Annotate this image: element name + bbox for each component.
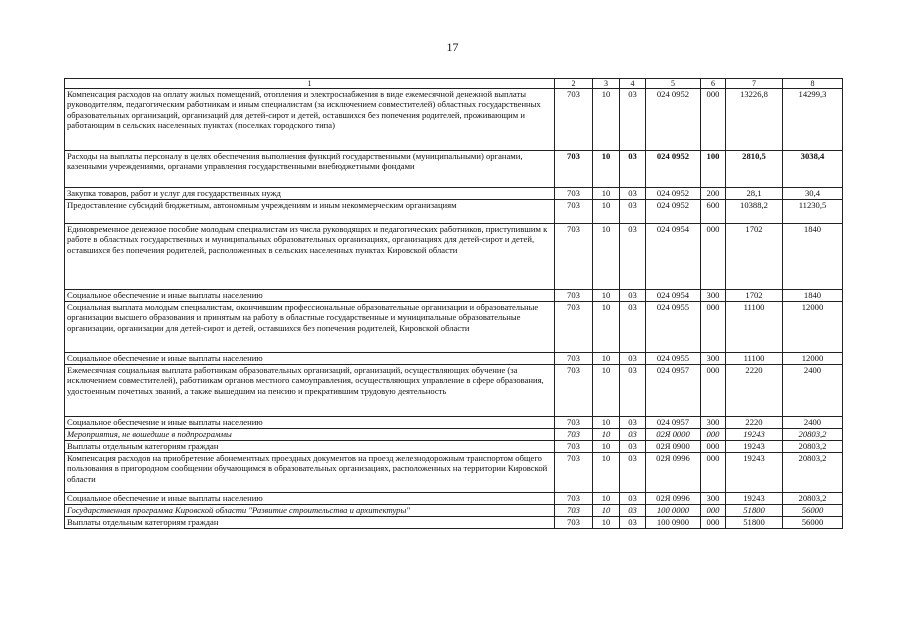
code-expense-type: 000 <box>701 441 726 453</box>
column-header: 1 <box>65 79 555 89</box>
row-description: Предоставление субсидий бюджетным, автономным учреждениям и иным некоммерческим организациям <box>65 200 555 224</box>
amount-year-1: 10388,2 <box>726 200 783 224</box>
code-ministry: 703 <box>555 505 593 517</box>
table-row <box>65 453 843 493</box>
amount-year-2: 12000 <box>783 353 843 365</box>
code-section: 10 <box>593 517 620 529</box>
code-section: 10 <box>593 505 620 517</box>
code-ministry: 703 <box>555 224 593 290</box>
amount-year-2: 2400 <box>783 365 843 417</box>
row-description: Социальное обеспечение и иные выплаты населению <box>65 493 555 505</box>
code-section: 10 <box>593 224 620 290</box>
code-expense-type: 000 <box>701 429 726 441</box>
amount-year-1: 51800 <box>726 505 783 517</box>
table-row <box>65 441 843 453</box>
code-ministry: 703 <box>555 89 593 151</box>
code-target-article: 024 0952 <box>646 89 701 151</box>
code-section: 10 <box>593 151 620 188</box>
code-section: 10 <box>593 441 620 453</box>
amount-year-2: 11230,5 <box>783 200 843 224</box>
code-ministry: 703 <box>555 365 593 417</box>
code-subsection: 03 <box>620 493 646 505</box>
table-row <box>65 353 843 365</box>
table-row <box>65 365 843 417</box>
code-subsection: 03 <box>620 151 646 188</box>
code-subsection: 03 <box>620 224 646 290</box>
code-subsection: 03 <box>620 188 646 200</box>
amount-year-1: 2810,5 <box>726 151 783 188</box>
code-ministry: 703 <box>555 200 593 224</box>
code-target-article: 02Я 0996 <box>646 493 701 505</box>
code-section: 10 <box>593 200 620 224</box>
code-expense-type: 000 <box>701 224 726 290</box>
header-row <box>65 79 843 89</box>
code-target-article: 02Я 0000 <box>646 429 701 441</box>
amount-year-1: 13226,8 <box>726 89 783 151</box>
code-expense-type: 100 <box>701 151 726 188</box>
table-body <box>65 89 843 529</box>
row-description: Компенсация расходов на приобретение абонементных проездных документов на проезд железнодорожным транспортом общего пользования в пригородном сообщении обучающимся в образовательных организациях, расположенных на территории Кировской области <box>65 453 555 493</box>
code-expense-type: 000 <box>701 453 726 493</box>
column-header: 4 <box>620 79 646 89</box>
code-target-article: 024 0957 <box>646 417 701 429</box>
page-number: 17 <box>446 40 459 54</box>
code-subsection: 03 <box>620 429 646 441</box>
code-subsection: 03 <box>620 517 646 529</box>
code-expense-type: 200 <box>701 188 726 200</box>
amount-year-1: 19243 <box>726 493 783 505</box>
code-target-article: 100 0900 <box>646 517 701 529</box>
row-description: Социальное обеспечение и иные выплаты населению <box>65 290 555 302</box>
row-description: Расходы на выплаты персоналу в целях обеспечения выполнения функций государственными (муниципальными) органами, казенными учреждениями, органами управления государственными внебюджетными фондами <box>65 151 555 188</box>
amount-year-1: 51800 <box>726 517 783 529</box>
amount-year-1: 19243 <box>726 429 783 441</box>
code-subsection: 03 <box>620 302 646 353</box>
amount-year-1: 1702 <box>726 290 783 302</box>
column-header: 8 <box>783 79 843 89</box>
code-ministry: 703 <box>555 290 593 302</box>
code-expense-type: 300 <box>701 417 726 429</box>
amount-year-2: 1840 <box>783 224 843 290</box>
table-row <box>65 290 843 302</box>
row-description: Социальное обеспечение и иные выплаты населению <box>65 417 555 429</box>
code-section: 10 <box>593 290 620 302</box>
code-ministry: 703 <box>555 151 593 188</box>
table-row <box>65 151 843 188</box>
row-description: Государственная программа Кировской области "Развитие строительства и архитектуры" <box>65 505 555 517</box>
code-target-article: 024 0952 <box>646 151 701 188</box>
amount-year-2: 56000 <box>783 517 843 529</box>
column-header: 6 <box>701 79 726 89</box>
code-ministry: 703 <box>555 417 593 429</box>
amount-year-2: 2400 <box>783 417 843 429</box>
code-target-article: 024 0954 <box>646 224 701 290</box>
amount-year-1: 11100 <box>726 302 783 353</box>
row-description: Социальная выплата молодым специалистам, окончившим профессиональные образовательные организации и образовательные организации высшего образования и принятым на работу в областные государственные и муниципальные образовательные организации, организации для детей-сирот и детей, оставшихся без попечения родителей, Кировской области <box>65 302 555 353</box>
amount-year-2: 30,4 <box>783 188 843 200</box>
table-row <box>65 302 843 353</box>
code-section: 10 <box>593 353 620 365</box>
row-description: Выплаты отдельным категориям граждан <box>65 441 555 453</box>
code-section: 10 <box>593 453 620 493</box>
amount-year-2: 20803,2 <box>783 453 843 493</box>
amount-year-2: 20803,2 <box>783 493 843 505</box>
amount-year-2: 56000 <box>783 505 843 517</box>
row-description: Социальное обеспечение и иные выплаты населению <box>65 353 555 365</box>
code-expense-type: 000 <box>701 505 726 517</box>
table-row <box>65 517 843 529</box>
amount-year-1: 19243 <box>726 453 783 493</box>
code-expense-type: 600 <box>701 200 726 224</box>
code-ministry: 703 <box>555 493 593 505</box>
code-section: 10 <box>593 188 620 200</box>
code-expense-type: 000 <box>701 365 726 417</box>
row-description: Ежемесячная социальная выплата работникам образовательных организаций, организаций, осуществляющих обучение (за исключением совместителей), работникам органов местного самоуправления, осуществляющих управление в сфере образования, удостоенным почетных званий, а также вышедшим на пенсию и прекратившим трудовую деятельность <box>65 365 555 417</box>
amount-year-1: 1702 <box>726 224 783 290</box>
code-target-article: 024 0957 <box>646 365 701 417</box>
code-target-article: 024 0955 <box>646 353 701 365</box>
code-expense-type: 300 <box>701 353 726 365</box>
budget-table <box>64 78 843 529</box>
column-header: 7 <box>726 79 783 89</box>
code-subsection: 03 <box>620 353 646 365</box>
code-ministry: 703 <box>555 517 593 529</box>
code-target-article: 024 0952 <box>646 200 701 224</box>
code-expense-type: 300 <box>701 493 726 505</box>
table-row <box>65 493 843 505</box>
amount-year-2: 3038,4 <box>783 151 843 188</box>
amount-year-1: 11100 <box>726 353 783 365</box>
table-row <box>65 429 843 441</box>
code-target-article: 02Я 0900 <box>646 441 701 453</box>
code-expense-type: 000 <box>701 89 726 151</box>
column-header: 3 <box>593 79 620 89</box>
code-section: 10 <box>593 417 620 429</box>
code-section: 10 <box>593 429 620 441</box>
code-target-article: 024 0955 <box>646 302 701 353</box>
code-target-article: 100 0000 <box>646 505 701 517</box>
code-target-article: 02Я 0996 <box>646 453 701 493</box>
code-expense-type: 000 <box>701 302 726 353</box>
table-row <box>65 224 843 290</box>
code-target-article: 024 0954 <box>646 290 701 302</box>
amount-year-1: 2220 <box>726 417 783 429</box>
table-row <box>65 505 843 517</box>
code-subsection: 03 <box>620 365 646 417</box>
code-subsection: 03 <box>620 200 646 224</box>
code-ministry: 703 <box>555 453 593 493</box>
table-row <box>65 200 843 224</box>
code-subsection: 03 <box>620 290 646 302</box>
amount-year-1: 19243 <box>726 441 783 453</box>
column-header: 2 <box>555 79 593 89</box>
amount-year-2: 1840 <box>783 290 843 302</box>
table-row <box>65 417 843 429</box>
row-description: Мероприятия, не вошедшие в подпрограммы <box>65 429 555 441</box>
code-ministry: 703 <box>555 302 593 353</box>
row-description: Выплаты отдельным категориям граждан <box>65 517 555 529</box>
amount-year-2: 12000 <box>783 302 843 353</box>
row-description: Единовременное денежное пособие молодым специалистам из числа руководящих и педагогических работников, приступившим к работе в областных государственных и муниципальных образовательных организациях, организациях для детей-сирот и детей, оставшихся без попечения родителей, расположенных в сельских населенных пунктах Кировской области <box>65 224 555 290</box>
code-subsection: 03 <box>620 417 646 429</box>
code-subsection: 03 <box>620 453 646 493</box>
code-ministry: 703 <box>555 429 593 441</box>
code-ministry: 703 <box>555 441 593 453</box>
code-section: 10 <box>593 302 620 353</box>
code-subsection: 03 <box>620 89 646 151</box>
code-ministry: 703 <box>555 188 593 200</box>
code-expense-type: 300 <box>701 290 726 302</box>
code-section: 10 <box>593 365 620 417</box>
code-expense-type: 000 <box>701 517 726 529</box>
table-row <box>65 89 843 151</box>
code-ministry: 703 <box>555 353 593 365</box>
amount-year-1: 2220 <box>726 365 783 417</box>
amount-year-2: 20803,2 <box>783 429 843 441</box>
code-target-article: 024 0952 <box>646 188 701 200</box>
table-row <box>65 188 843 200</box>
amount-year-2: 14299,3 <box>783 89 843 151</box>
amount-year-1: 28,1 <box>726 188 783 200</box>
code-section: 10 <box>593 89 620 151</box>
row-description: Закупка товаров, работ и услуг для государственных нужд <box>65 188 555 200</box>
code-subsection: 03 <box>620 441 646 453</box>
column-header: 5 <box>646 79 701 89</box>
row-description: Компенсация расходов на оплату жилых помещений, отопления и электроснабжения в виде ежемесячной денежной выплаты руководителям, педагогическим работникам и иным специалистам (за исключением совместителей) областных государственных образовательных организаций, организаций для детей-сирот и детей, оставшихся без попечения родителей, проживающим и работающим в сельских населенных пунктах (поселках городского типа) <box>65 89 555 151</box>
amount-year-2: 20803,2 <box>783 441 843 453</box>
code-section: 10 <box>593 493 620 505</box>
code-subsection: 03 <box>620 505 646 517</box>
